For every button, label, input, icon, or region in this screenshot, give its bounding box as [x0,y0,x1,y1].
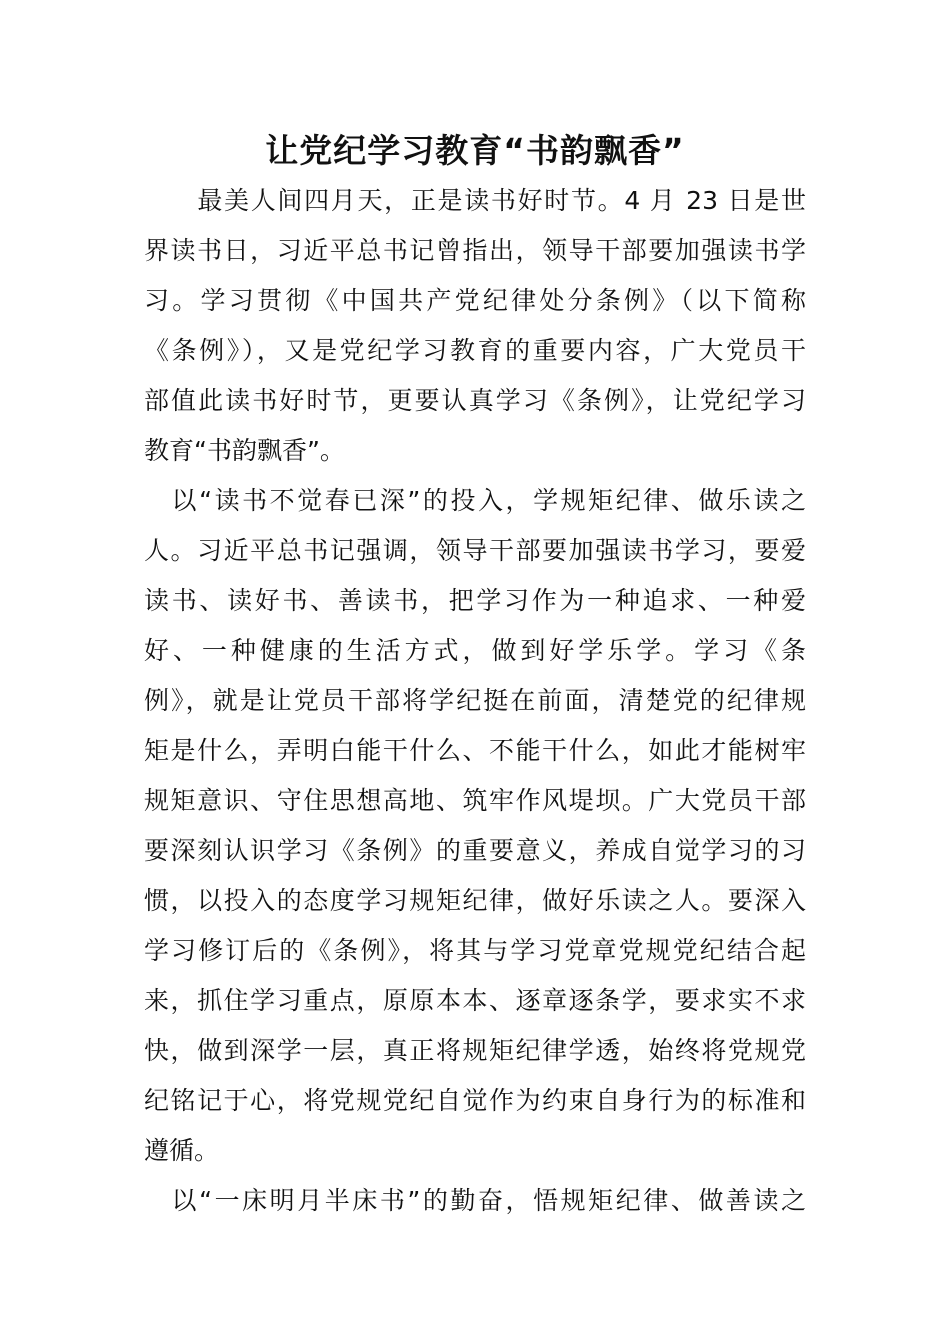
document-title: 让党纪学习教育“书韵飘香” [265,131,685,170]
paragraph-line: 以“读书不觉春已深”的投入，学规矩纪律、做乐读之 [144,486,806,515]
paragraph-line: 《条例》），又是党纪学习教育的重要内容，广大党员干 [144,336,806,365]
paragraph-line: 纪铭记于心，将党规党纪自觉作为约束自身行为的标准和 [144,1086,806,1115]
paragraph-line: 规矩意识、守住思想高地、筑牢作风堤坝。广大党员干部 [144,786,806,815]
paragraph-line: 要深刻认识学习《条例》的重要意义，养成自觉学习的习 [144,836,806,865]
paragraph-line: 教育“书韵飘香”。 [144,436,345,465]
paragraph-line: 以“一床明月半床书”的勤奋，悟规矩纪律、做善读之 [144,1186,806,1215]
paragraph-line: 部值此读书好时节，更要认真学习《条例》，让党纪学习 [144,386,806,415]
paragraph-line: 学习修订后的《条例》，将其与学习党章党规党纪结合起 [144,936,806,965]
paragraph-line: 惯，以投入的态度学习规矩纪律，做好乐读之人。要深入 [144,886,806,915]
paragraph-line: 好、一种健康的生活方式，做到好学乐学。学习《条 [144,636,806,665]
paragraph-line: 例》，就是让党员干部将学纪挺在前面，清楚党的纪律规 [144,686,806,715]
paragraph-line: 矩是什么，弄明白能干什么、不能干什么，如此才能树牢 [144,736,806,765]
paragraph-line: 快，做到深学一层，真正将规矩纪律学透，始终将党规党 [144,1036,806,1065]
paragraph-line: 读书、读好书、善读书，把学习作为一种追求、一种爱 [144,586,806,615]
paragraph-line: 人。习近平总书记强调，领导干部要加强读书学习，要爱 [144,536,806,565]
paragraph-line: 来，抓住学习重点，原原本本、逐章逐条学，要求实不求 [144,986,806,1015]
paragraph-line: 最美人间四月天，正是读书好时节。4 月 23 日是世 [144,186,806,215]
paragraph-line: 遵循。 [144,1136,220,1165]
paragraph-line: 习。学习贯彻《中国共产党纪律处分条例》（以下简称 [144,286,806,315]
paragraph-line: 界读书日，习近平总书记曾指出，领导干部要加强读书学 [144,236,806,265]
